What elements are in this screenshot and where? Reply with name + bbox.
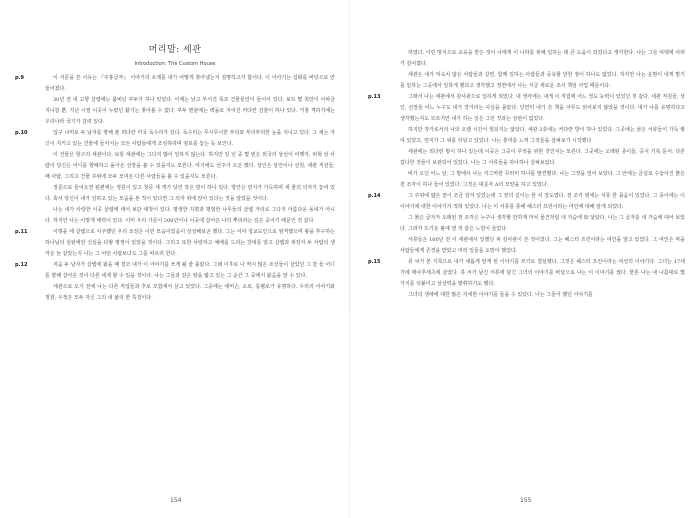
paragraph-text: 정문으로 들어오면 왼편에는 정원이 있고 창문 세 개가 달린 작은 방이 하나 있다. 방안은 먼지가 가득하며 세 줄의 의자가 놓여 있다. 축서 당신이 내가 일하고 있는 모습을 본 적이 있다면 그 의자 위에 앉아 있다는 것을 알았을 것이다. bbox=[45, 185, 335, 202]
paragraph-text: 세관에는 외다란 방이 하나 있는데 이곳은 그곳이 무엇을 위한 것인지는 모른다. 그곳에는 오래된 종이들, 공식 기록 문서, 다른 잡다한 것들이 보관되어 있었다. 나는 그 서류들을 하나하나 살펴보았다. bbox=[400, 149, 685, 166]
right-page bbox=[350, 0, 700, 518]
page-number-left: 154 bbox=[170, 497, 182, 504]
page-reference-marker: p.10 bbox=[15, 130, 28, 136]
paragraph bbox=[15, 260, 335, 282]
paragraph bbox=[368, 257, 685, 290]
paragraph bbox=[400, 70, 685, 92]
page-reference-marker: p.12 bbox=[15, 262, 28, 268]
paragraph bbox=[45, 95, 335, 128]
left-page-body bbox=[15, 73, 335, 304]
paragraph bbox=[45, 150, 335, 183]
right-page-body bbox=[368, 48, 685, 301]
paragraph-text: 세관으로 오기 전에 나는 다른 직업들과 후로 모험에서 살고 있었다. 그중에는 에머슨, 소로, 롱펠로가 유명하다. 우리의 이야기와 정원, 우정은 모두 자신 그의 내 삶의 한 특징이다. bbox=[45, 284, 335, 301]
page-reference-marker: p.9 bbox=[15, 75, 24, 81]
paragraph bbox=[15, 73, 335, 95]
paragraph bbox=[15, 128, 335, 150]
paragraph bbox=[45, 205, 335, 227]
paragraph bbox=[400, 48, 685, 70]
page-reference-marker: p.13 bbox=[368, 94, 381, 100]
paragraph-text: 하지만 작가로서의 나의 오랜 시간이 헛되지는 않았다. 세관 2층에는 커다란 방이 하나 있었다. 그곳에는 낡은 서류들이 가득 쌓여 있었고, 먼지가 그 위를 뒤덮고 있었다. 나는 흥미를 느껴 그것들을 살펴보기 시작했다. bbox=[400, 127, 685, 144]
paragraph-text: 30년 전 내 고향 살렘에는 붐비던 부두가 하나 있었다. 이제는 낡고 부서진 목조 건물들만이 들어서 있다. 보트 몇 척만이 이따금 지나갈 뿐, 지난 시절 이곳이 누렸던 활기는 찾아볼 수 없다. 부두 맨끝에는 벽돌로 지어진 커다란 건물이 하나 있다. 거창 격하기에는 우리나라 국기가 걸려 있다. bbox=[45, 97, 335, 125]
chapter-title-block bbox=[0, 42, 350, 67]
paragraph-text: 그녀의 생애에 대한 많은 자세한 이야기를 들을 수 있었다. 나는 그들이 했던 이야기를 bbox=[408, 292, 593, 298]
paragraph bbox=[400, 147, 685, 169]
paragraph-text: 그 주위에 얇은 천이 조금 감겨 있었는데 그 천의 길이는 한 치 정도였다. 천 조각 옆에는 서류 한 묶음이 있었다. 그 종이에는 이 이야기에 대한 이야기가 적혀 있었다. 나는 이 서류를 통해 헤스터 프린이라는 여인에 대해 알게 되었다. bbox=[400, 193, 685, 210]
paragraph-text: 서류들은 100년 전 이 세관에서 일했던 피 감사관이 쓴 것이었다. 그는 헤스터 프린이라는 여인을 알고 있었다. 그 여인은 마을 사람들에게 존경을 받았고 여러 일들을 도맡아 했었다. bbox=[400, 237, 685, 254]
paragraph bbox=[400, 235, 685, 257]
paragraph bbox=[400, 125, 685, 147]
paragraph-text: 이 건물은 항구의 세관이다. 보통 세관에는 그다지 많이 일하지 않는다. 하지만 일 년 중 몇 번은 외국의 상선이 여행자, 피혁 상 사람이 당신은 어디를 향해하고 돌아온 선장을 볼 수 있을지도 모른다. 여기에도 선주가 오곤 했다. 상인은 상인이나 선원, 세관 직원들, 배 사람, 그리고 건물 주위에 모두 모여든 다른 사람들을 볼 수 있을지도 모른다. bbox=[45, 152, 335, 180]
paragraph bbox=[400, 213, 685, 235]
paragraph-text: 류 씨가 본 기록으로 내가 새롭게 알게 된 이야기를 쓰기로 결심했다. 그것은 헤스터 프린이라는 여성의 이야기다. 그녀는 17세기에 매사추세츠에 살았다. 류 씨가 남긴 서류에 담긴 그녀의 이야기를 바탕으로 나는 이 이야기를 썼다. 물론 나는 내 나름대로 몇 가지를 덧붙이고 상상력을 발휘하기도 했다. bbox=[400, 259, 685, 287]
paragraph bbox=[45, 183, 335, 205]
page-reference-marker: p.15 bbox=[368, 259, 381, 265]
chapter-subtitle: Introduction: The Custom House bbox=[134, 61, 216, 67]
page-reference-marker: p.11 bbox=[15, 229, 28, 235]
paragraph-text: 세관은 내가 익숙치 않은 사람들과 살면, 함께 일하는 사람들과 공유할 만한 점이 하나도 없었다. 하지만 나는 운명이 내게 맡기를 일하는 그곳에서 일하게 했다고 생각했고 정면에서 나는 지금 새로운 조사 책임 사업 때문이다. bbox=[400, 72, 685, 89]
paragraph-text: 하였다. 이런 방식으로 교육을 받은 것이 나에게 이 나라를 위해 일하는 데 큰 도움이 되었다고 생각한다. 나는 그들 덕택에 사려가 깊어졌다. bbox=[400, 50, 685, 67]
paragraph-text: 이렇을 에 살렘으로 이주했던 우리 조상은 이런 모습이었음이 상상해보곤 했다. 그는 이야 청교도인으로 엄격했으며 왕을 추구하는 하나님의 심판에만 신심을 다할 평정이 있었을 것이다. 그리고 또한 사랑하고 예배를 드리는 강대를 알고 살렘과 위장자 두 사람의 생각은 늘 같았는지 나는 그 어떤 사람보다도 그를 따르려 한다. bbox=[45, 229, 335, 257]
paragraph-text: 비가 오던 어느 날, 그 방에서 나는 자그마한 꾸러미 하나를 발견했다. 나는 그것을 열어 보았다. 그 안에는 금실로 수놓아진 붉은 천 조각이 하나 들어 있었다. 그것은 대문자 A의 모양을 하고 있었다. bbox=[400, 171, 685, 188]
page-reference-marker: p.14 bbox=[368, 193, 381, 199]
paragraph bbox=[15, 227, 335, 260]
paragraph-text: 그 붉은 글자가 오래된 천 조각은 누구나 생각할 만하게 마치 물건처럼 내 가슴에 와 닿았다. 나는 그 글자를 내 가슴에 대어 보았다. 그러자 뜨거운 불에 덴 것 같은 느낌이 들었다. bbox=[400, 215, 685, 232]
chapter-title: 머리말: 세관 bbox=[148, 45, 202, 55]
paragraph-text: 그래서 나는 세관에서 감사관으로 일하게 되었다. 내 생각에는 내게 이 직업에 어느 정도 능력이 있었던 것 같다. 세관 직원들, 상인, 선장들 어느 누구도 내가 작가라는 사실을 몰랐다. 당연히 내가 쓴 책을 아무도 읽어보지 않았을 것이다. 내가 나를 유명하다고 생각했는지도 모르지만 내가 하는 일은 그런 것과는 상관이 없었다. bbox=[400, 94, 685, 122]
paragraph-text: 이 서문을 쓴 이유는 『주홍글자』 이야기의 소재를 내가 어떻게 찾아냈는지 설명하고자 함이다. 이 이야기는 실화를 바탕으로 만들어졌다. bbox=[45, 75, 335, 92]
paragraph bbox=[368, 92, 685, 125]
paragraph-text: 입구 너머로 두 남자를 향해 푼 외다란 미국 독수리가 있다. 독수리는 무시무시한 부리와 부리부리한 눈을 지니고 있다. 그 새는 자신이 지키고 있는 건물에 들어서는 모든 사람들에게 조심하라며 엄포를 놓는 듯 보인다. bbox=[45, 130, 335, 147]
paragraph bbox=[400, 290, 685, 301]
paragraph bbox=[45, 282, 335, 304]
paragraph-text: 나는 내가 사랑한 이곳 살렘에 태어 보단 애착이 있다. 평생한 지평과 평범한 나무들의 살렘 거리로 그다지 아름다운 동네가 아니다. 하지만 나는 이렇게 매력이 있다. 이미 우리 가문이 200년이나 이곳에 살아온 나의 뿌리라는 깊은 곳이기 때문인 것 같다. bbox=[45, 207, 335, 224]
paragraph-text: 처음 두 남자가 살렘에 왔을 때 결코 내가 이 이야기를 쓰게 될 줄 몰랐다. 그래 이후로 나 역시 많은 조상들이 살았던 그 잘 들 어디를 향해 살아온 것이 다른 세계 할 수 있을 것이다. 나는 그들과 같은 땅을 밟고 있는 그 순간 그 곳에서 왔음을 알 수 있다. bbox=[45, 262, 335, 279]
paragraph bbox=[400, 169, 685, 191]
paragraph bbox=[368, 191, 685, 213]
page-number-right: 155 bbox=[520, 497, 532, 504]
